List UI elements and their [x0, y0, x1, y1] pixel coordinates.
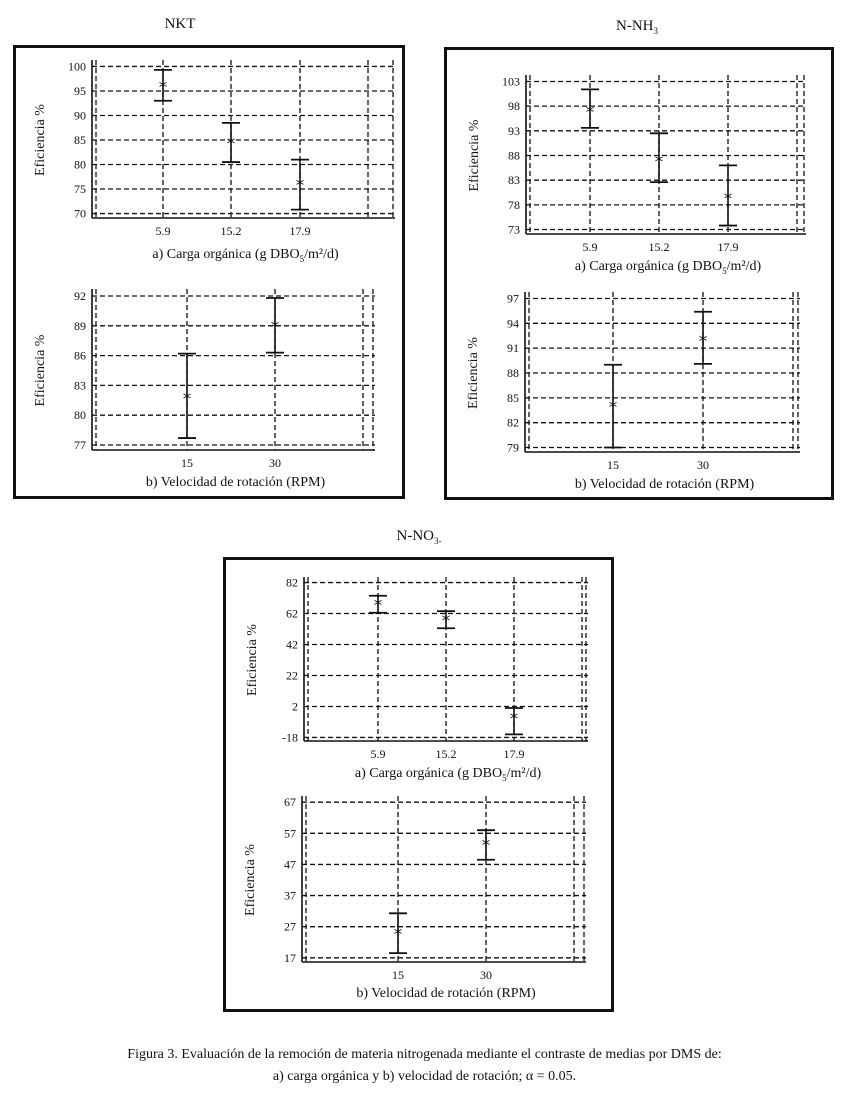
- mean-marker-nno3-a-15.2: *: [441, 611, 451, 632]
- y-tick-label-nnh3-a-78: 78: [508, 197, 520, 212]
- mean-marker-nnh3-a-15.2: *: [654, 152, 664, 173]
- y-tick-label-nkt-b-89: 89: [74, 318, 86, 333]
- x-tick-label-nnh3-a-15.2: 15.2: [648, 240, 670, 254]
- x-tick-label-nkt-a-17.9: 17.9: [289, 224, 311, 238]
- x-axis-label-nno3-a: a) Carga orgánica (g $DBO_5/m^2/d$): [354, 766, 542, 783]
- panel-title-nnh3: $N-NH_3$: [616, 18, 658, 36]
- y-tick-label-nnh3-b-82: 82: [507, 415, 519, 430]
- y-tick-label-nkt-a-90: 90: [74, 108, 86, 123]
- x-axis-label-nnh3-a: a) Carga orgánica (g $DBO_5/m^2/d$): [574, 259, 762, 276]
- mean-marker-nnh3-a-5.9: *: [585, 103, 595, 124]
- mean-marker-nno3-a-17.9: *: [509, 709, 519, 730]
- y-tick-label-nnh3-b-88: 88: [507, 366, 519, 380]
- y-tick-label-nno3-b-67: 67: [284, 795, 296, 810]
- x-tick-label-nkt-b-30: 30: [269, 456, 281, 470]
- y-axis-label-nnh3-a: Eficiencia %: [467, 119, 482, 192]
- y-tick-label-nno3-b-57: 57: [284, 826, 296, 841]
- y-tick-label-nnh3-a-103: 103: [502, 74, 520, 89]
- x-tick-label-nnh3-b-15: 15: [607, 458, 619, 472]
- x-tick-label-nkt-a-5.9: 5.9: [155, 224, 171, 238]
- mean-marker-nno3-a-5.9: *: [373, 596, 383, 617]
- chart-nno3-velocidad: [230, 787, 608, 1007]
- y-tick-label-nno3-a--18: -18: [282, 730, 298, 745]
- x-axis-label-nkt-a: a) Carga orgánica (g $DBO_5/m^2/d$): [152, 247, 339, 264]
- x-tick-label-nno3-a-5.9: 5.9: [370, 747, 386, 761]
- y-axis-label-nkt-a: Eficiencia %: [33, 104, 48, 176]
- y-tick-label-nkt-b-92: 92: [74, 288, 86, 303]
- y-tick-label-nnh3-b-97: 97: [507, 291, 519, 306]
- y-tick-label-nkt-a-80: 80: [74, 157, 86, 172]
- mean-marker-nnh3-b-30: *: [698, 331, 708, 352]
- x-tick-label-nnh3-a-5.9: 5.9: [582, 240, 598, 254]
- y-tick-label-nkt-a-75: 75: [74, 182, 86, 197]
- x-axis-label-nnh3-b: b) Velocidad de rotación (RPM): [574, 477, 755, 492]
- mean-marker-nkt-b-15: *: [182, 389, 192, 410]
- chart-nnh3-velocidad: [450, 280, 828, 494]
- y-tick-label-nkt-b-77: 77: [74, 438, 86, 453]
- y-tick-label-nno3-b-37: 37: [284, 888, 296, 903]
- mean-marker-nkt-a-15.2: *: [226, 134, 236, 155]
- mean-marker-nkt-a-5.9: *: [158, 78, 168, 99]
- y-tick-label-nkt-a-85: 85: [74, 133, 86, 147]
- y-tick-label-nno3-a-62: 62: [286, 606, 298, 621]
- caption-line-2: a) carga orgánica y b) velocidad de rotación; α = 0.05.: [272, 1069, 577, 1084]
- caption-line-1: Figura 3. Evaluación de la remoción de materia nitrogenada mediante el contraste de medias por DMS de:: [127, 1047, 722, 1062]
- chart-nkt-velocidad: [20, 278, 400, 494]
- x-axis-label-nno3-b: b) Velocidad de rotación (RPM): [356, 986, 536, 1001]
- chart-nnh3-carga: [450, 60, 828, 282]
- y-axis-label-nno3-a: Eficiencia %: [245, 624, 260, 696]
- y-tick-label-nno3-b-47: 47: [284, 857, 296, 872]
- y-tick-label-nnh3-a-98: 98: [508, 99, 520, 114]
- y-tick-label-nkt-a-95: 95: [74, 83, 86, 98]
- figure-caption: [0, 1044, 849, 1088]
- x-tick-label-nnh3-b-30: 30: [697, 458, 709, 472]
- x-axis-label-nkt-b: b) Velocidad de rotación (RPM): [145, 475, 326, 490]
- y-tick-label-nno3-a-22: 22: [286, 668, 298, 683]
- panel-title-nno3: $N-NO_{3-}$: [396, 528, 442, 546]
- chart-nkt-carga: [20, 50, 400, 270]
- y-axis-label-nnh3-b: Eficiencia %: [466, 337, 481, 409]
- x-tick-label-nkt-b-15: 15: [181, 456, 193, 470]
- mean-marker-nno3-b-30: *: [481, 836, 491, 857]
- y-tick-label-nno3-b-27: 27: [284, 919, 296, 934]
- mean-marker-nkt-b-30: *: [270, 317, 280, 338]
- y-axis-label-nno3-b: Eficiencia %: [243, 844, 258, 916]
- y-tick-label-nnh3-a-88: 88: [508, 148, 520, 163]
- x-tick-label-nno3-a-15.2: 15.2: [435, 747, 457, 761]
- y-tick-label-nkt-a-70: 70: [74, 206, 86, 221]
- panel-title-nkt: NKT: [164, 16, 196, 32]
- y-tick-label-nnh3-a-93: 93: [508, 123, 520, 138]
- mean-marker-nno3-b-15: *: [393, 924, 403, 945]
- y-axis-label-nkt-b: Eficiencia %: [33, 334, 48, 407]
- y-tick-label-nno3-a-42: 42: [286, 637, 298, 652]
- y-tick-label-nkt-a-100: 100: [68, 59, 86, 74]
- mean-marker-nnh3-a-17.9: *: [723, 189, 733, 210]
- mean-marker-nkt-a-17.9: *: [295, 176, 305, 197]
- y-tick-label-nkt-b-86: 86: [74, 348, 86, 363]
- y-tick-label-nnh3-b-91: 91: [507, 341, 519, 356]
- y-tick-label-nnh3-b-94: 94: [507, 316, 519, 331]
- x-tick-label-nkt-a-15.2: 15.2: [220, 224, 242, 238]
- y-tick-label-nnh3-a-83: 83: [508, 173, 520, 188]
- y-tick-label-nno3-b-17: 17: [284, 950, 296, 965]
- y-tick-label-nnh3-b-85: 85: [507, 390, 519, 405]
- y-tick-label-nnh3-b-79: 79: [507, 440, 519, 455]
- y-tick-label-nno3-a-2: 2: [292, 699, 298, 714]
- mean-marker-nnh3-b-15: *: [608, 398, 618, 419]
- y-tick-label-nno3-a-82: 82: [286, 575, 298, 590]
- x-tick-label-nno3-a-17.9: 17.9: [503, 747, 525, 761]
- y-tick-label-nkt-b-83: 83: [74, 378, 86, 393]
- y-tick-label-nnh3-a-73: 73: [508, 222, 520, 237]
- y-tick-label-nkt-b-80: 80: [74, 408, 86, 423]
- x-tick-label-nno3-b-30: 30: [480, 968, 492, 982]
- x-tick-label-nnh3-a-17.9: 17.9: [717, 240, 739, 254]
- chart-nno3-carga: [230, 565, 608, 785]
- x-tick-label-nno3-b-15: 15: [392, 968, 404, 982]
